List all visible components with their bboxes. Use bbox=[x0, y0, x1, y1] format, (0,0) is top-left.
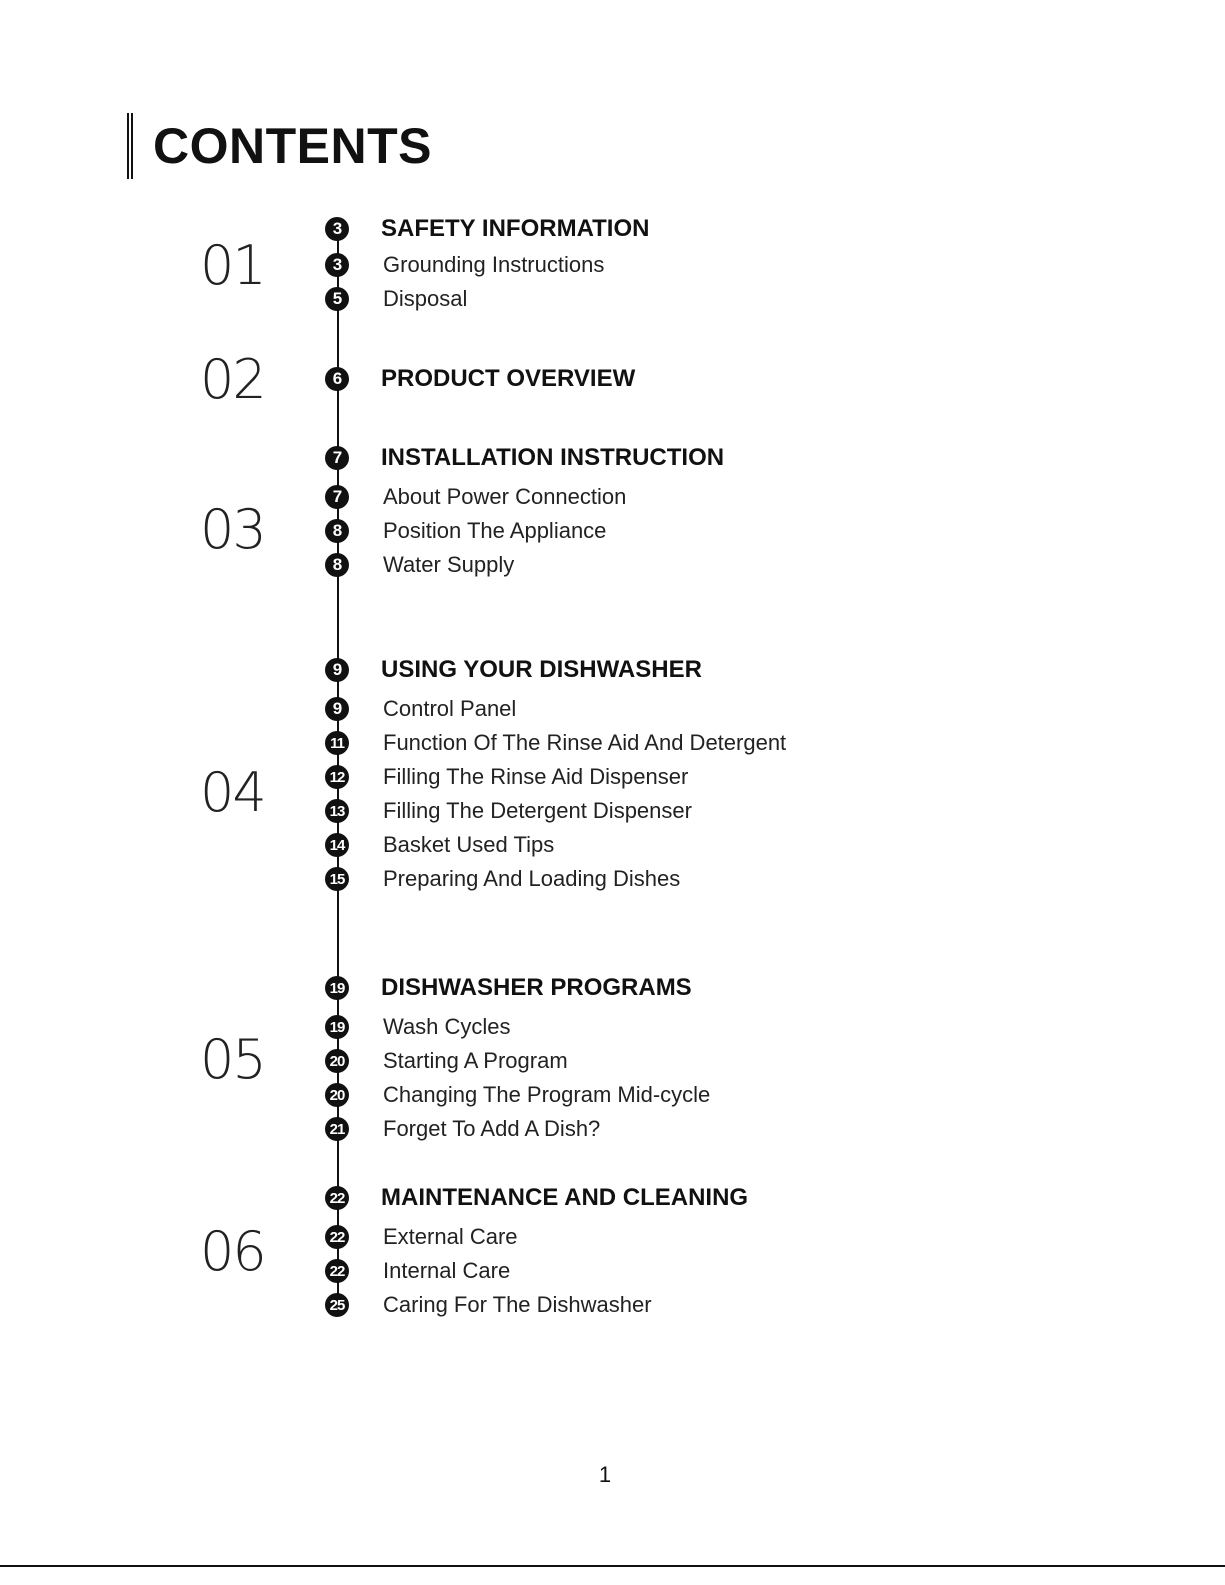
entry-label: Caring For The Dishwasher bbox=[383, 1292, 652, 1317]
toc-entry[interactable] bbox=[0, 1114, 1225, 1144]
toc-entry[interactable] bbox=[0, 830, 1225, 860]
toc-entry[interactable] bbox=[0, 1222, 1225, 1252]
toc-entry[interactable] bbox=[0, 1256, 1225, 1286]
page-number-badge: 15 bbox=[325, 867, 349, 891]
toc-entry[interactable] bbox=[0, 1046, 1225, 1076]
page-number-badge: 8 bbox=[325, 553, 349, 577]
entry-label: Filling The Rinse Aid Dispenser bbox=[383, 764, 689, 789]
entry-label: Forget To Add A Dish? bbox=[383, 1116, 601, 1141]
toc-section-heading[interactable] bbox=[0, 364, 1225, 394]
page-number-badge: 22 bbox=[325, 1225, 349, 1249]
page-bottom-rule bbox=[0, 1565, 1225, 1567]
entry-label: External Care bbox=[383, 1224, 518, 1249]
section-heading-label: DISHWASHER PROGRAMS bbox=[381, 974, 692, 1001]
page-title: CONTENTS bbox=[153, 118, 432, 174]
page-number-badge: 19 bbox=[325, 976, 349, 1000]
section-number: 05 bbox=[200, 1028, 265, 1091]
entry-label: Basket Used Tips bbox=[383, 832, 555, 857]
entry-label: Water Supply bbox=[383, 552, 515, 577]
page-number-badge: 22 bbox=[325, 1259, 349, 1283]
page-number: 1 bbox=[598, 1462, 612, 1487]
entry-label: Function Of The Rinse Aid And Detergent bbox=[383, 730, 787, 755]
section-number: 03 bbox=[200, 498, 265, 561]
section-heading-label: PRODUCT OVERVIEW bbox=[381, 365, 636, 392]
page-number-badge: 22 bbox=[325, 1186, 349, 1210]
section-number: 02 bbox=[200, 348, 265, 411]
page-number-badge: 14 bbox=[325, 833, 349, 857]
toc-section-heading[interactable] bbox=[0, 655, 1225, 685]
page-number-badge: 9 bbox=[325, 697, 349, 721]
entry-label: Changing The Program Mid-cycle bbox=[383, 1082, 711, 1107]
toc-entry[interactable] bbox=[0, 864, 1225, 894]
toc-section-heading[interactable] bbox=[0, 443, 1225, 473]
entry-label: Position The Appliance bbox=[383, 518, 607, 543]
page-number-badge: 7 bbox=[325, 446, 349, 470]
page-number-badge: 12 bbox=[325, 765, 349, 789]
toc-entry[interactable] bbox=[0, 250, 1225, 280]
toc-section-heading[interactable] bbox=[0, 214, 1225, 244]
toc-entry[interactable] bbox=[0, 1080, 1225, 1110]
entry-label: Grounding Instructions bbox=[383, 252, 605, 277]
page-number-badge: 25 bbox=[325, 1293, 349, 1317]
page-number-badge: 19 bbox=[325, 1015, 349, 1039]
toc-entry[interactable] bbox=[0, 762, 1225, 792]
section-heading-label: USING YOUR DISHWASHER bbox=[381, 656, 702, 683]
toc-entry[interactable] bbox=[0, 728, 1225, 758]
entry-label: Starting A Program bbox=[383, 1048, 568, 1073]
entry-label: Disposal bbox=[383, 286, 468, 311]
page-number-badge: 11 bbox=[325, 731, 349, 755]
section-heading-label: MAINTENANCE AND CLEANING bbox=[381, 1184, 749, 1211]
entry-label: Internal Care bbox=[383, 1258, 511, 1283]
section-number: 06 bbox=[200, 1220, 265, 1283]
section-heading-label: INSTALLATION INSTRUCTION bbox=[381, 444, 725, 471]
page-number-badge: 8 bbox=[325, 519, 349, 543]
entry-label: About Power Connection bbox=[383, 484, 627, 509]
entry-label: Control Panel bbox=[383, 696, 517, 721]
toc-entry[interactable] bbox=[0, 516, 1225, 546]
toc-entry[interactable] bbox=[0, 482, 1225, 512]
page-title-block bbox=[127, 112, 432, 180]
page-number-badge: 21 bbox=[325, 1117, 349, 1141]
entry-label: Filling The Detergent Dispenser bbox=[383, 798, 692, 823]
toc-section-heading[interactable] bbox=[0, 973, 1225, 1003]
title-accent-bar bbox=[127, 113, 133, 179]
page-number-badge: 7 bbox=[325, 485, 349, 509]
page-number-badge: 3 bbox=[325, 253, 349, 277]
section-heading-label: SAFETY INFORMATION bbox=[381, 215, 650, 242]
entry-label: Wash Cycles bbox=[383, 1014, 511, 1039]
section-number: 04 bbox=[200, 761, 265, 824]
page-number-badge: 3 bbox=[325, 217, 349, 241]
page-number-badge: 13 bbox=[325, 799, 349, 823]
toc-entry[interactable] bbox=[0, 694, 1225, 724]
page-number-badge: 9 bbox=[325, 658, 349, 682]
toc-section-heading[interactable] bbox=[0, 1183, 1225, 1213]
toc-entry[interactable] bbox=[0, 1012, 1225, 1042]
page-number-badge: 6 bbox=[325, 367, 349, 391]
toc-entry[interactable] bbox=[0, 284, 1225, 314]
page-number-badge: 5 bbox=[325, 287, 349, 311]
page-number-badge: 20 bbox=[325, 1083, 349, 1107]
entry-label: Preparing And Loading Dishes bbox=[383, 866, 681, 891]
page-number-badge: 20 bbox=[325, 1049, 349, 1073]
toc-entry[interactable] bbox=[0, 550, 1225, 580]
toc-entry[interactable] bbox=[0, 1290, 1225, 1320]
toc-entry[interactable] bbox=[0, 796, 1225, 826]
section-number: 01 bbox=[200, 234, 265, 297]
